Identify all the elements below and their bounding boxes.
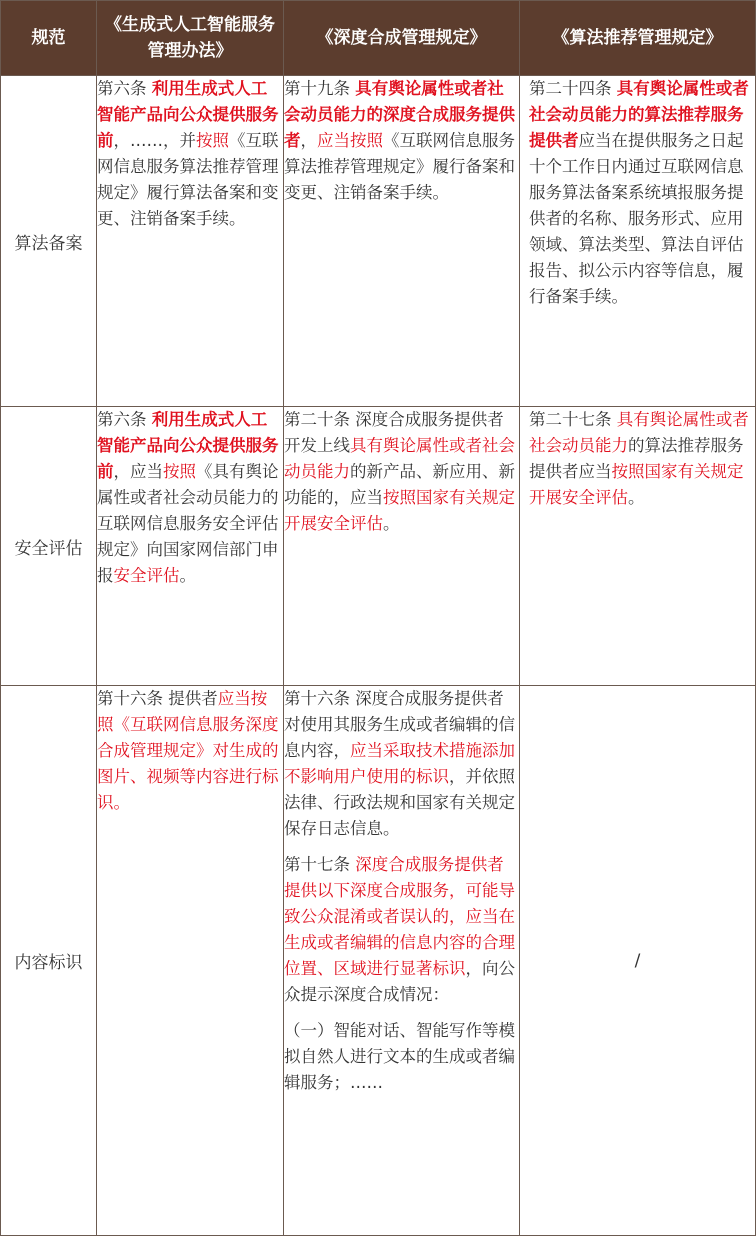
clause-text: 应当在提供服务之日起十个工作日内通过互联网信息服务算法备案系统填报服务提供者的名称、服务形式、应用领域、算法类型、算法自评估报告、拟公示内容等信息，履行备案手续。 [529,131,744,306]
highlighted-clause: 具有舆论属性或者社会动员能力 [284,436,515,481]
header-col-deep-synthesis: 《深度合成管理规定》 [284,1,520,76]
clause-text: 。 [179,566,196,585]
article-paragraph [529,76,755,310]
article-paragraph [97,686,283,816]
row-label: 安全评估 [1,407,97,686]
cell-algorithm-labeling: / [520,686,756,1236]
highlighted-clause: 利用生成式人工智能产品向公众提供服务前 [97,79,279,150]
clause-text: 的算法推荐服务提供者应当 [529,436,744,481]
header-row [1,1,756,76]
clause-text: 第六条 [97,79,152,98]
clause-text: 第六条 [97,410,152,429]
highlighted-clause: 应当按照 [317,131,383,150]
highlighted-clause: 安全评估 [113,566,180,585]
clause-text: 第十六条 深度合成服务提供者对使用其服务生成或者编辑的信息内容， [284,689,515,760]
highlighted-clause: 深度合成服务提供者提供以下深度合成服务，可能导致公众混淆或者误认的， [284,855,515,926]
row-label: 内容标识 [1,686,97,1236]
highlighted-clause: 按照 [196,131,229,150]
row-algorithm-filing [1,76,756,407]
row-security-assessment [1,407,756,686]
clause-text: 《互联网信息服务算法推荐管理规定》履行备案和变更、注销备案手续。 [284,131,515,202]
article-paragraph [284,76,519,206]
clause-text: 第十七条 [284,855,356,874]
header-col-regulation: 规范 [1,1,97,76]
clause-text: 。 [628,488,645,507]
cell-genai-filing [97,76,284,407]
clause-text: ， [300,131,317,150]
row-label: 算法备案 [1,76,97,407]
highlighted-clause: 按照国家有关规定开展安全评估 [284,488,515,533]
clause-text: 《具有舆论属性或者社会动员能力的互联网信息服务安全评估规定》向国家网信部门申报 [97,462,279,585]
cell-deep-synthesis-assessment [284,407,520,686]
highlighted-clause: 应当采取技术措施添加不影响用户使用的标识 [284,741,515,786]
header-col-algorithm-recommendation: 《算法推荐管理规定》 [520,1,756,76]
cell-genai-assessment [97,407,284,686]
article-paragraph [284,686,519,842]
article-paragraph [284,1018,519,1096]
highlighted-clause: 应当在生成或者编辑的信息内容的合理位置、区域进行显著标识 [284,907,515,978]
article-paragraph [529,407,755,511]
clause-text: （一）智能对话、智能写作等模拟自然人进行文本的生成或者编辑服务；…… [284,1021,515,1092]
highlighted-clause: 具有舆论属性或者社会动员能力的深度合成服务提供者 [284,79,515,150]
clause-text: 第十六条 提供者 [97,689,218,708]
highlighted-clause: 按照国家有关规定开展安全评估 [529,462,744,507]
clause-text: ，应当 [113,462,163,481]
highlighted-clause: 具有舆论属性或者社会动员能力的算法推荐服务提供者 [529,79,749,150]
highlighted-clause: 对生成的图片、视频等内容进行标识。 [97,741,279,812]
row-content-labeling [1,686,756,1236]
article-paragraph [284,852,519,1008]
clause-text: 第二十四条 [529,79,617,98]
clause-text: ，并依照法律、行政法规和国家有关规定保存日志信息。 [284,767,515,838]
cell-deep-synthesis-labeling [284,686,520,1236]
highlighted-clause: 利用生成式人工智能产品向公众提供服务前 [97,410,279,481]
clause-text: 。 [383,514,400,533]
highlighted-clause: 按照 [163,462,196,481]
highlighted-clause: 应当按照《互联网信息服务深度合成管理规定》 [97,689,279,760]
clause-text: 第二十七条 [529,410,617,429]
clause-text: 《互联网信息服务算法推荐管理规定》履行算法备案和变更、注销备案手续。 [97,131,279,228]
cell-genai-labeling [97,686,284,1236]
clause-text: 第十九条 [284,79,356,98]
cell-algorithm-filing [520,76,756,407]
highlighted-clause: 具有舆论属性或者社会动员能力 [529,410,749,455]
article-paragraph [97,407,283,589]
clause-text: ，向公众提示深度合成情况： [284,959,515,1004]
cell-algorithm-assessment [520,407,756,686]
header-col-genai-measures: 《生成式人工智能服务管理办法》 [97,1,284,76]
clause-text: 第二十条 深度合成服务提供者开发上线 [284,410,504,455]
article-paragraph [97,76,283,232]
clause-text: 的新产品、新应用、新功能的，应当 [284,462,515,507]
cell-deep-synthesis-filing [284,76,520,407]
article-paragraph [284,407,519,537]
clause-text: ，……，并 [113,131,196,150]
